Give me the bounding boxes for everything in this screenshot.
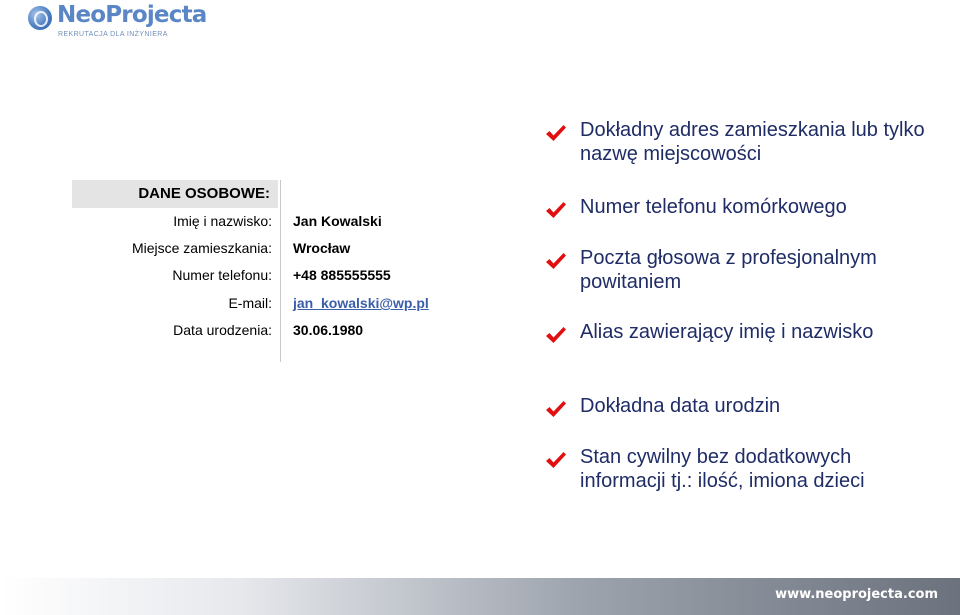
brand-tagline: REKRUTACJA DLA INŻYNIERA [58,31,168,38]
footer-website-link[interactable]: www.neoprojecta.com [775,587,938,602]
checkmark-icon [545,201,567,219]
brand-logo [28,2,207,40]
label-phone: Numer telefonu: [172,267,272,283]
value-phone: +48 885555555 [293,267,391,283]
check-text-address: Dokładny adres zamieszkania lub tylko nazwę miejscowości [580,119,925,165]
label-email: E-mail: [228,295,272,311]
row-birth-date [72,322,472,342]
label-full-name: Imię i nazwisko: [173,213,272,229]
value-email-link[interactable]: jan_kowalski@wp.pl [293,295,429,311]
check-text-birth-date: Dokładna data urodzin [580,395,781,417]
value-residence: Wrocław [293,240,351,256]
neoprojecta-logo-icon [28,6,52,30]
check-text-alias: Alias zawierający imię i nazwisko [580,321,874,343]
row-phone [72,267,472,287]
check-text-voicemail: Poczta głosowa z profesjonalnym powitaniem [580,247,877,293]
checkmark-icon [545,400,567,418]
label-birth-date: Data urodzenia: [173,322,272,338]
footer-bar [0,578,960,615]
checkmark-icon [545,451,567,469]
brand-name: NeoProjecta [57,2,207,28]
label-residence: Miejsce zamieszkania: [131,240,272,256]
value-birth-date: 30.06.1980 [293,322,364,338]
checkmark-icon [545,124,567,142]
check-text-mobile: Numer telefonu komórkowego [580,196,847,218]
value-full-name: Jan Kowalski [293,213,382,229]
row-residence [72,240,472,260]
row-email [72,295,472,315]
personal-data-title: DANE OSOBOWE: [138,185,270,202]
personal-data-header [72,180,278,208]
personal-data-table [72,180,472,365]
checkmark-icon [545,252,567,270]
check-text-marital-status: Stan cywilny bez dodatkowych informacji tj.: ilość, imiona dzieci [580,446,865,492]
row-full-name [72,213,472,233]
checkmark-icon [545,326,567,344]
